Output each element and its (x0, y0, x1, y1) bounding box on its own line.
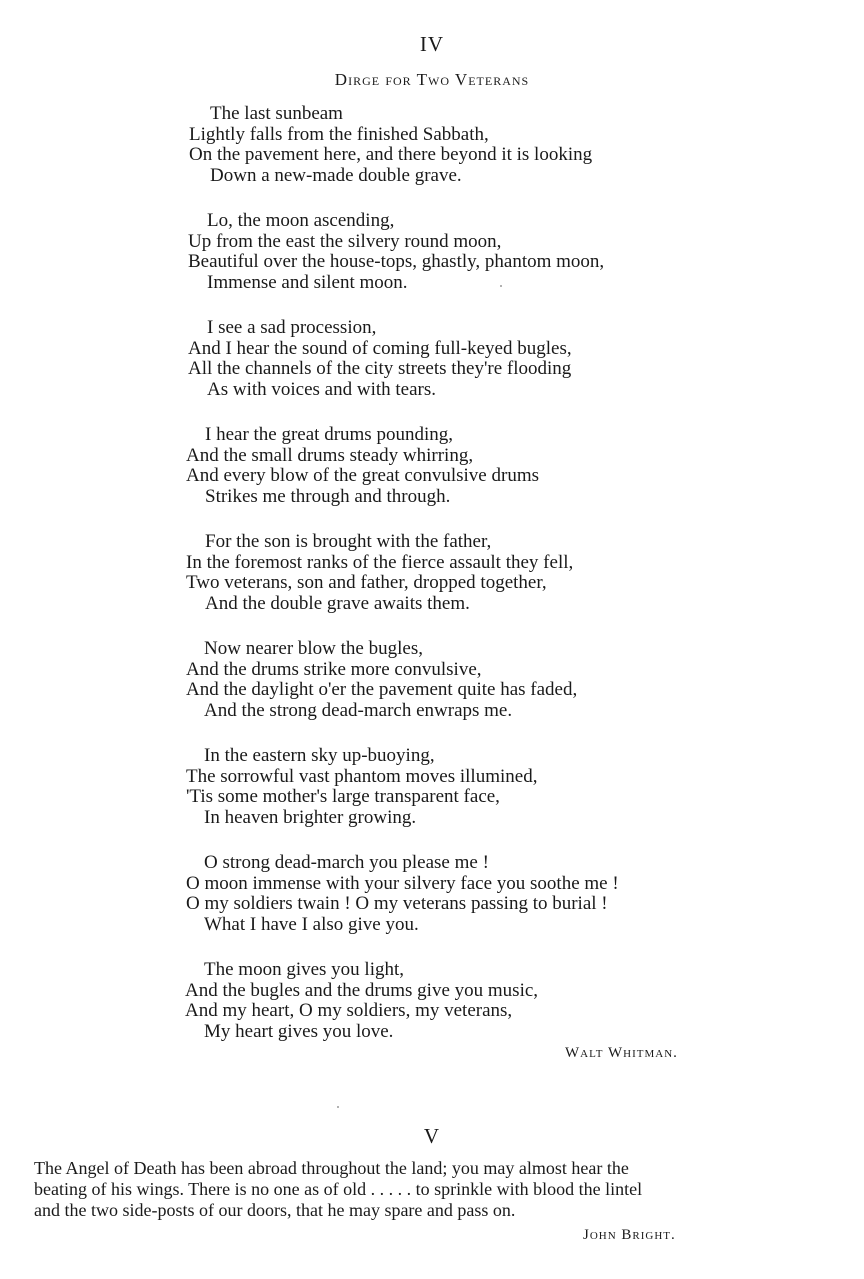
poem-line: And the drums strike more convulsive, (186, 658, 482, 680)
poem-title: Dirge for Two Veterans (334, 70, 530, 89)
poem-line: I hear the great drums pounding, (205, 424, 453, 445)
poem-line: For the son is brought with the father, (205, 531, 492, 552)
poem-line: And the daylight o'er the pavement quite has faded, (186, 679, 578, 700)
poem-line: Strikes me through and through. (205, 485, 451, 507)
poem-line: Beautiful over the house-tops, ghastly, phantom moon, (188, 251, 605, 272)
poem-line: Down a new-made double grave. (210, 164, 462, 186)
poem-line: My heart gives you love. (204, 1020, 394, 1042)
poem-line: I see a sad procession, (207, 317, 377, 338)
poem-line: Two veterans, son and father, dropped together, (186, 572, 547, 593)
poem-line: And the double grave awaits them. (205, 592, 470, 614)
poem-line: The sorrowful vast phantom moves illumined, (186, 765, 538, 787)
poem-line: In the foremost ranks of the fierce assault they fell, (186, 551, 574, 573)
numeral-v: V (423, 1124, 441, 1148)
poem-line: And the bugles and the drums give you music, (185, 979, 539, 1001)
poem-line: As with voices and with tears. (207, 378, 437, 400)
poem-line: The last sunbeam (210, 103, 343, 124)
poem-line: O my soldiers twain ! O my veterans passing to burial ! (186, 893, 608, 914)
speck (500, 285, 502, 287)
poem-line: And the strong dead-march enwraps me. (204, 699, 513, 721)
poem-line: O strong dead-march you please me ! (204, 852, 489, 873)
speck (337, 1106, 339, 1108)
poem-line: Now nearer blow the bugles, (204, 638, 423, 659)
poem-line: Lightly falls from the finished Sabbath, (189, 123, 489, 145)
poem-line: In the eastern sky up-buoying, (204, 745, 435, 766)
poem-line: On the pavement here, and there beyond it is looking (189, 144, 593, 165)
poem-line: The moon gives you light, (204, 959, 405, 980)
poem-line: Immense and silent moon. (207, 271, 408, 293)
poem-line: O moon immense with your silvery face you soothe me ! (186, 872, 619, 894)
poem-line: What I have I also give you. (204, 913, 419, 935)
poem-line: Up from the east the silvery round moon, (188, 230, 502, 252)
prose-line: and the two side-posts of our doors, that he may spare and pass on. (34, 1200, 516, 1220)
poem-line: And my heart, O my soldiers, my veterans, (185, 1000, 513, 1021)
numeral-iv: IV (419, 32, 445, 56)
prose-line: The Angel of Death has been abroad throughout the land; you may almost hear the (34, 1158, 629, 1178)
poem-line: And the small drums steady whirring, (186, 444, 474, 466)
poem-line: In heaven brighter growing. (204, 806, 417, 828)
poem-line: And I hear the sound of coming full-keyed bugles, (188, 337, 572, 359)
poem-line: 'Tis some mother's large transparent face, (186, 786, 500, 807)
poem-line: And every blow of the great convulsive drums (186, 465, 539, 486)
poem-line: All the channels of the city streets they're flooding (188, 358, 572, 379)
prose-line: beating of his wings. There is no one as of old . . . . . to sprinkle with blood the lintel (34, 1179, 643, 1199)
prose-attribution: John Bright. (583, 1227, 676, 1243)
poem-attribution: Walt Whitman. (565, 1045, 678, 1061)
poem-line: Lo, the moon ascending, (207, 210, 395, 231)
